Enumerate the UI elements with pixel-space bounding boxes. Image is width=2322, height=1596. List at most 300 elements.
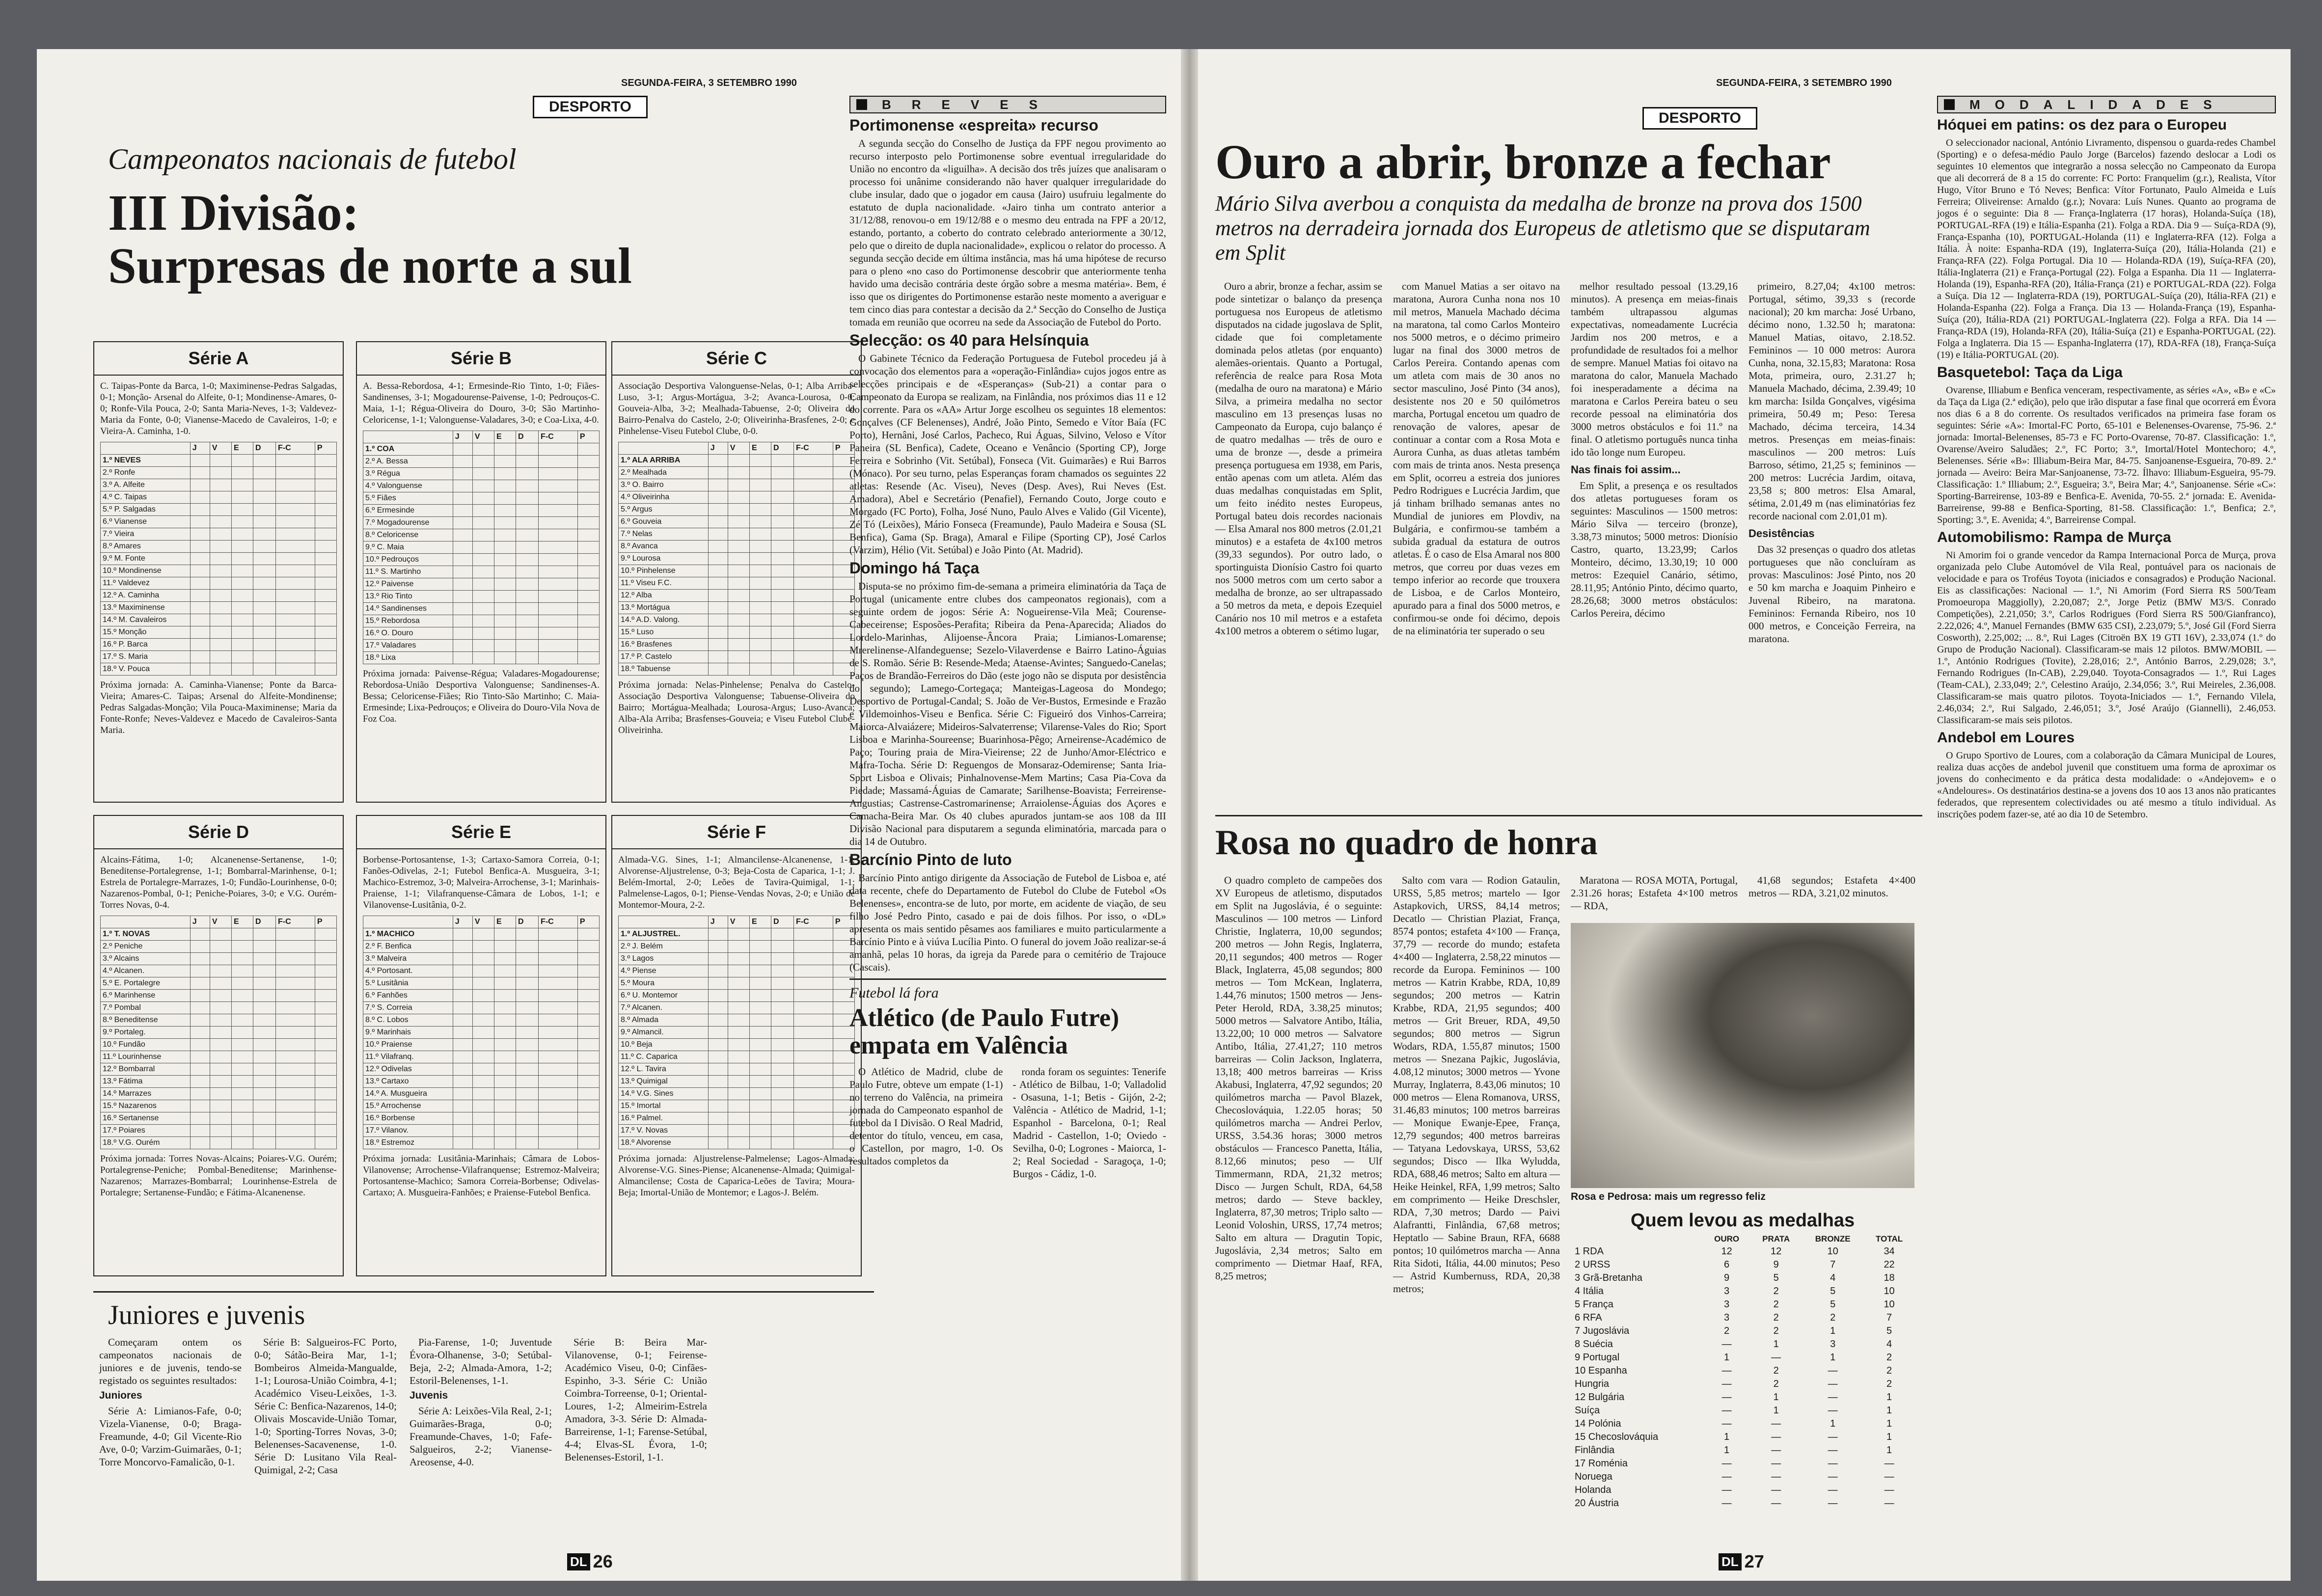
- medal-cell: —: [1828, 1432, 1838, 1442]
- medal-row: [1571, 1271, 1914, 1285]
- medal-cell: 2: [1724, 1325, 1730, 1336]
- medal-cell: 12 Bulgária: [1575, 1392, 1625, 1403]
- standings-row: [619, 977, 855, 990]
- team-name: 2.º A. Bessa: [363, 456, 453, 468]
- medal-header-row: [1571, 1233, 1914, 1245]
- team-name: 1.º NEVES: [101, 455, 191, 467]
- medal-cell: —: [1884, 1485, 1894, 1495]
- futebol-kicker: Futebol lá fora: [849, 985, 939, 1001]
- modalidade-title: Automobilismo: Rampa de Murça: [1937, 529, 2171, 545]
- series-box: [356, 341, 606, 803]
- rosa-col2: Salto com vara — Rodion Gataulin, URSS, 5,85 metros; martelo — Igor Astapkovich, URSS, 84,14 metros; Decatlo — Christian Plaziat, França, 8574 pontos; estafeta 4×100 — França, 37,79 — recorde do mundo; estafeta 4×400 — Inglaterra, 2.58,22 minutos — recorde da Europa. Femininos — 100 metros — Katrin Krabbe, RDA, 10,89 segundos; 200 metros — Katrin Krabbe, RDA, 21,95 segundos; 400 metros — Grit Breuer, RDA, 49,50 segundos; 800 metros — Sigrun Wodars, RDA, 1.55,87 minutos; 1500 metros — Snezana Pajkic, Jugoslávia, 4.08,12 minutos; 3000 metros — Yvone Murray, Inglaterra, 8.43,06 minutos; 10 000 metros — Elena Romanova, URSS, 31.46,83 minutos; 100 metros barreiras — Monique Ewanje-Epee, França, 12,79 segundos; 400 metros barreiras — Tatyana Ledovskaya, URSS, 53,62 segundos; Disco — Ilka Wyludda, RDA, 688,46 metros; Salto em altura — Heike Heinkel, RFA, 1,99 metros; Salto em comprimento — Heike Dreschsler, RDA, 7,30 metros; Dardo — Paivi Alafrantti, Finlândia, 67,68 metros; Heptatlo — Sabine Braun, RFA, 6688 pontos; 10 quilómetros marcha — Anna Rita Sidoti, Itália, 44.00 minutos; Peso — Astrid Kumbernuss, RDA, 20,38 metros;: [1393, 874, 1560, 1295]
- team-name: 10.º Pinhelense: [619, 565, 709, 577]
- dl-logo: DL: [567, 1553, 590, 1570]
- desist-text: Das 32 presenças o quadro dos atletas portugueses que não concluíram as provas: Masculinos: José Pinto, nos 20 e 50 km marcha e Joaquim Pinheiro e Juvenal Ribeiro, na maratona. Femininos: Fernanda Ribeiro, nos 10 000 metros, e Conceição Ferreira, na maratona.: [1748, 543, 1915, 645]
- juvenis-col4: Série B: Beira Mar-Vilanovense, 0-1; Feirense-Académico Viseu, 0-0; Cinfães-Espinho, 3-3. Série C: União Coimbra-Torreense, 0-1; Oriental-Loures, 1-2; Almeirim-Estrela Amadora, 3-3. Série D: Almada-Barreirense, 1-1; Farense-Setúbal, 4-4; Elvas-SL Évora, 1-0; Belenenses-Estoril, 1-1.: [565, 1336, 707, 1463]
- team-name: 3.º Alcains: [101, 953, 191, 965]
- standings-row: [619, 1063, 855, 1076]
- standings-row: [619, 553, 855, 565]
- team-name: 9.º Lourosa: [619, 553, 709, 565]
- series-results: C. Taipas-Ponte da Barca, 1-0; Maximinense-Pedras Salgadas, 0-1; Monção- Arsenal do Alfeite, 0-1; Mondinense-Amares, 0-0; Ronfe-Vila Pouca, 2-0; Santa Maria-Neves, 1-3; Valdevez-Maria da Fonte, 0-0; Vianense-Macedo de Cavaleiros, 1-0; e Vieira-A. Caminha, 1-0.: [100, 381, 337, 436]
- series-title: Série B: [357, 342, 605, 376]
- rosa-col4: 41,68 segundos; Estafeta 4×400 metros — RDA, 3.21,02 minutos.: [1748, 874, 1915, 899]
- standings-row: [619, 651, 855, 663]
- standings-row: [363, 953, 600, 965]
- standings-row: [619, 941, 855, 953]
- team-name: 14.º Marrazes: [101, 1088, 191, 1100]
- team-name: 4.º Oliveirinha: [619, 491, 709, 504]
- medal-cell: 7 Jugoslávia: [1575, 1325, 1630, 1336]
- medal-cell: —: [1828, 1405, 1838, 1416]
- next-round: Próxima jornada: Torres Novas-Alcains; Poiares-V.G. Ourém; Portalegrense-Peniche; Pombal-Beneditense; Marinhense-Nazarenos; Marrazes-Bombarral; Lourinhense-Estrela de Portalegre; Sertanense-Fundão; e Fátima-Alcanenense.: [100, 1154, 337, 1198]
- medal-cell: 1: [1830, 1418, 1836, 1429]
- standings-row: [363, 603, 600, 615]
- futebol-col1: O Atlético de Madrid, clube de Paulo Futre, obteve um empate (1-1) no terreno do Valência, na primeira jornada do Campeonato espanhol de futebol da I Divisão. O Real Madrid, detentor do título, venceu, em casa, o Castellon, por magro, 1-0. Os resultados completos da: [849, 1066, 1003, 1167]
- team-name: 4.º Piense: [619, 965, 709, 977]
- team-name: 10.º Beja: [619, 1039, 709, 1051]
- breve-text: O Gabinete Técnico da Federação Portuguesa de Futebol procedeu já à convocação dos elementos para a «operação-Finlândia» cujos jogos entre as selecções principais e de «Esperanças» (Sub-21) a contar para o Campeonato da Europa se realizam, na Finlândia, nos próximos dias 11 e 12 do corrente. Para os «AA» Artur Jorge escolheu os seguintes 18 elementos: Gonçalves (CF Belenenses), André, João Pinto, Semedo e Vítor Baía (FC Porto), Hernâni, José Carlos, Pacheco, Rui Águas, Silvino, Veloso e Vítor Paneira (SL Benfica), Cadete, Oceano e Venâncio (Sporting CP), Jorge Ferreira e Sobrinho (Vit. Setúbal), Fonseca (Vit. Guimarães) e Rui Barros (Mónaco). Por seu turno, pelas Esperanças foram chamados os seguintes 22 atletas: Resende (Ac. Viseu), Neves (Desp. Aves), Rui Neves (Est. Amadora), Abel e Secretário (Penafiel), Fernando Couto, Jorge couto e Morgado (FC Porto), Folha, José Nuno, Paulo Alves e Valido (Gil Vicente), Zé Tó (Leixões), Mário Fonseca (Freamunde), Paulo Madeira e Sousa (SL Benfica), Gama (Sp. Braga), Amaral e Filipe (Sporting CP), José Carlos (Varzim), Hélio (Vit. Setúbal) e João Pinto (At. Madrid).: [849, 352, 1166, 556]
- medal-cell: 1: [1773, 1405, 1779, 1416]
- team-name: 6.º Ermesinde: [363, 505, 453, 517]
- athletes-photo: [1571, 923, 1914, 1188]
- modalidade-text: O Grupo Sportivo de Loures, com a colaboração da Câmara Municipal de Loures, realiza duas acções de andebol juvenil que constituem uma forma de aproximar os jovens do conhecimento e da prática desta modalidade: o «Andejovem» e o «Andeloures». Os destinatários destina-se a jovens dos 10 aos 13 anos não praticantes federados, que representem colectividades ou até mesmo a título individual. As inscrições podem fazer-se, até ao dia 10 de Setembro.: [1937, 750, 2276, 820]
- team-name: 14.º M. Cavaleiros: [101, 614, 191, 626]
- medal-cell: 9: [1773, 1259, 1779, 1270]
- standings-row: [363, 1100, 600, 1112]
- standings-row: [619, 491, 855, 504]
- right-dateline: SEGUNDA-FEIRA, 3 SETEMBRO 1990: [1716, 78, 1892, 88]
- medal-header: PRATA: [1762, 1234, 1790, 1244]
- team-name: 18.º Tabuense: [619, 663, 709, 676]
- standings-row: [619, 467, 855, 479]
- standings-row: [363, 541, 600, 554]
- medal-cell: —: [1771, 1498, 1781, 1509]
- standings-row: [363, 505, 600, 517]
- series-title: Série D: [94, 816, 343, 849]
- medal-cell: 15 Checoslováquia: [1575, 1432, 1659, 1442]
- team-name: 8.º C. Lobos: [363, 1014, 453, 1027]
- team-name: 16.º P. Barca: [101, 639, 191, 651]
- team-name: 17.º Poiares: [101, 1125, 191, 1137]
- team-name: 15.º Luso: [619, 626, 709, 639]
- team-name: 5.º Moura: [619, 977, 709, 990]
- breve-title: Barcínio Pinto de luto: [849, 851, 1012, 868]
- right-folio: [1719, 1551, 1764, 1572]
- medal-cell: 17 Roménia: [1575, 1458, 1628, 1469]
- team-name: 3.º A. Alfeite: [101, 479, 191, 491]
- juniores-col1: Série A: Limianos-Fafe, 0-0; Vizela-Vianense, 0-0; Braga-Freamunde, 4-0; Gil Vicente-Rio Ave, 0-0; Varzim-Guimarães, 0-1; Torre Moncorvo-Famalicão, 0-1.: [99, 1405, 242, 1468]
- medal-cell: 7: [1886, 1312, 1892, 1323]
- team-name: 9.º Portaleg.: [101, 1027, 191, 1039]
- finais-text: Em Split, a presença e os resultados dos atletas portugueses foram os seguintes: Masculinos — 1500 metros: Mário Silva — terceiro (bronze), 3.38,73 minutos; 5000 metros: Dionísio Castro, quarto, 13.23,99; Carlos Monteiro, décimo, 13.30,19; 10 000 metros: Ezequiel Canário, sétimo, 28.11,95; António Pinto, décimo quarto, 28.26,68; 3000 metros obstáculos: Carlos Pereira, décimo: [1571, 480, 1738, 619]
- medal-cell: Finlândia: [1575, 1445, 1615, 1456]
- medal-cell: —: [1828, 1365, 1838, 1376]
- standings-row: [101, 990, 337, 1002]
- medal-cell: 1: [1886, 1445, 1892, 1456]
- futebol-title: Atlético (de Paulo Futre) empata em Valência: [849, 1004, 1120, 1059]
- team-name: 1.º MACHICO: [363, 928, 453, 941]
- dl-logo-right: DL: [1719, 1553, 1742, 1570]
- standings-row: [101, 1112, 337, 1125]
- team-name: 10.º Praiense: [363, 1039, 453, 1051]
- medal-cell: 3: [1724, 1299, 1730, 1310]
- standings-row: [363, 492, 600, 505]
- team-name: 14.º Sandinenses: [363, 603, 453, 615]
- team-name: 4.º Valonguense: [363, 480, 453, 492]
- medal-cell: 5: [1830, 1299, 1836, 1310]
- medal-cell: —: [1884, 1498, 1894, 1509]
- medal-cell: 1: [1886, 1432, 1892, 1442]
- standings-row: [101, 626, 337, 639]
- team-name: 7.º Nelas: [619, 528, 709, 541]
- juniores-section: [93, 1291, 874, 1568]
- medal-cell: Noruega: [1575, 1471, 1612, 1482]
- medal-cell: 2: [1886, 1379, 1892, 1389]
- medal-cell: —: [1828, 1498, 1838, 1509]
- medal-row: [1571, 1404, 1914, 1417]
- standings-row: [101, 639, 337, 651]
- medal-cell: 18: [1884, 1272, 1895, 1283]
- medal-cell: 20 Áustria: [1575, 1498, 1619, 1509]
- medal-cell: 1: [1724, 1445, 1730, 1456]
- standings-row: [101, 1002, 337, 1014]
- team-name: 3.º Lagos: [619, 953, 709, 965]
- standings-row: [619, 504, 855, 516]
- medal-title: Quem levou as medalhas: [1630, 1210, 1855, 1231]
- medal-cell: 12: [1771, 1246, 1782, 1257]
- standings-row: [101, 953, 337, 965]
- juniores-title: Juniores e juvenis: [108, 1300, 305, 1330]
- team-name: 12.º Odivelas: [363, 1063, 453, 1076]
- standings-row: [619, 1088, 855, 1100]
- team-name: 7.º Pombal: [101, 1002, 191, 1014]
- standings-row: [363, 1014, 600, 1027]
- standings-row: [619, 479, 855, 491]
- standings-row: [363, 627, 600, 640]
- modalidades-column: [1937, 96, 2276, 823]
- medal-cell: —: [1828, 1392, 1838, 1403]
- standings-row: [363, 928, 600, 941]
- standings-row: [619, 1125, 855, 1137]
- medal-cell: 2: [1886, 1352, 1892, 1363]
- standings-row: [101, 590, 337, 602]
- ouro-headline: Ouro a abrir, bronze a fechar: [1215, 135, 1831, 189]
- medal-row: [1571, 1417, 1914, 1431]
- series-results: Alcains-Fátima, 1-0; Alcanenense-Sertanense, 1-0; Beneditense-Portalegrense, 1-1; Bombarral-Marinhense, 0-1; Estrela de Portalegre-Marrazes, 1-0; Fundão-Lourinhense, 0-0; Nazarenos-Pombal, 0-1; Peniche-Poiares, 3-0; e V.G. Ourém-Torres Novas, 0-4.: [100, 855, 337, 910]
- medal-cell: 9 Portugal: [1575, 1352, 1620, 1363]
- medal-row: [1571, 1484, 1914, 1497]
- medal-cell: 6: [1724, 1259, 1730, 1270]
- medal-cell: 2: [1830, 1312, 1836, 1323]
- right-page: [1198, 49, 2291, 1581]
- medal-header: OURO: [1714, 1234, 1740, 1244]
- team-name: 12.º Bombarral: [101, 1063, 191, 1076]
- team-name: 14.º V.G. Sines: [619, 1088, 709, 1100]
- medal-cell: —: [1721, 1498, 1732, 1509]
- rosa-col3: Maratona — ROSA MOTA, Portugal, 2.31.26 horas; Estafeta 4×100 metros — RDA,: [1571, 874, 1738, 912]
- team-name: 2.º F. Benfica: [363, 941, 453, 953]
- juniores-col2: Série B: Salgueiros-FC Porto, 0-0; Sátão-Beira Mar, 1-1; Bombeiros Almeida-Mangualde, 1-1; Lourosa-União Coimbra, 4-1; Académico Viseu-Leixões, 1-3. Série C: Benfica-Nazarenos, 14-0; Olivais Moscavide-União Tomar, 1-0; Sporting-Torres Novas, 3-0; Belenenses-Sacavenense, 1-0. Série D: Lusitano Vila Real-Quimigal, 2-2; Casa: [254, 1336, 397, 1476]
- standings-row: [101, 504, 337, 516]
- ouro-col3: melhor resultado pessoal (13.29,16 minutos). A presença em meias-finais também ultrapassou algumas expectativas, nomeadamente Lucrécia Jardim nos 200 metros, e a profundidade de resultados foi a melhor de sempre. Manuel Matias foi oitavo na maratona do calor, Manuela Machado foi inesperadamente a décima na maratona e Carlos Pereira bateu o seu recorde pessoal na eliminatória dos 3000 metros obstáculos e foi 11.º na final. O atletismo português nunca tinha ido tão longe num Europeu.: [1571, 280, 1738, 458]
- standings-row: [619, 1137, 855, 1149]
- standings-row: [101, 565, 337, 577]
- medal-cell: 22: [1884, 1259, 1895, 1270]
- team-name: 10.º Mondinense: [101, 565, 191, 577]
- standings-row: [363, 517, 600, 529]
- medal-cell: 10: [1884, 1299, 1895, 1310]
- standings-row: [101, 651, 337, 663]
- ouro-col1: Ouro a abrir, bronze a fechar, assim se pode sintetizar o balanço da presença portuguesa nos Europeus de atletismo disputados na cidade jugoslava de Split, cidade que foi completamente dominada pelos atletas (por enquanto) alemães-orientais. Quanto a Portugal, referência de realce para Rosa Mota (medalha de ouro na maratona) e Mário Silva, a primeira medalha no sector masculino em 13 presenças lusas no Campeonato da Europa, cujo balanço é de quatro medalhas — três de ouro e uma de bronze —, desde a primeira presença portuguesa em 1938, em Paris, então apenas com um atleta. Além das duas medalhas conquistadas em Split, um feito inédito nestes Europeus, Portugal bateu dois recordes nacionais — Elsa Amaral nos 800 metros (2.01,21 minutos) e a estafeta de 4x100 metros (39,33 segundos). Por outro lado, o sportinguista Dionísio Castro foi quarto nos 5000 metros com um certo sabor a medalha de bronze, ao ser ultrapassado a 50 metros da meta, e depois Ezequiel Canário nos 10 mil metros e a estafeta 4x100 metros a obterem o sétimo lugar,: [1215, 280, 1382, 637]
- team-name: 16.º Sertanense: [101, 1112, 191, 1125]
- modalidades-bar: MODALIDADES: [1937, 96, 2276, 113]
- medal-cell: 3: [1830, 1339, 1836, 1350]
- juvenis-label: Juvenis: [410, 1390, 448, 1401]
- team-name: 5.º Lusitânia: [363, 977, 453, 990]
- team-name: 8.º Almada: [619, 1014, 709, 1027]
- standings-row: [101, 614, 337, 626]
- standings-row: [101, 1051, 337, 1063]
- medal-cell: 2: [1773, 1312, 1779, 1323]
- page-number-right: 27: [1744, 1551, 1764, 1571]
- standings-row: [101, 663, 337, 676]
- standings-row: [619, 1027, 855, 1039]
- team-name: 9.º Almancil.: [619, 1027, 709, 1039]
- desporto-kicker-right: DESPORTO: [1642, 107, 1757, 130]
- standings-row: [619, 1112, 855, 1125]
- standings-table: J V E D F-C P 1.º NEVES 2.º Ronfe 3.º A. Alfeite 4.º C. Taipas 5.º P. Salgadas 6.º Vianense 7.º Vieira 8.º Amares 9.º M. Fonte 10.º Mondinense 11.º Valdevez 12.º A. Caminha 13.º Maximinense 14.º M. Cavaleiros 15.º Monção 16.º P. Barca 17.º S. Maria 18.º V. Pouca: [100, 442, 337, 676]
- medal-cell: 2: [1773, 1286, 1779, 1297]
- medal-cell: 8 Suécia: [1575, 1339, 1613, 1350]
- standings-row: [619, 1002, 855, 1014]
- standings-row: [363, 456, 600, 468]
- team-name: 5.º E. Portalegre: [101, 977, 191, 990]
- breve-text: A segunda secção do Conselho de Justiça da FPF negou provimento ao recurso interposto pelo Portimonense sobre eventual irregularidade do União no encontro da «liguilha». A decisão dos três juízes que analisaram o processo foi unânime considerando não haver qualquer irregularidade do clube insular, dado que o jogador em causa (Jairo) usufruiu legalmente do estatuto de dupla nacionalidade. «Jairo tinha um contrato anterior a 31/12/88, renovou-o em 19/12/88 e o mesmo deu entrada na FPF a 20/12, estando, portanto, a coberto do contrato celebrado anteriormente a 30/12, pelo que o direito de dupla nacionalidade», explicou o relator do processo. A segunda secção decide em última instância, mas há uma hipótese de recurso para o pleno «no caso do Portimonense descobrir que anteriormente tenha havido uma decisão contrária deste órgão sobre a mesma matéria». Bem, é isso que os dirigentes do Portimonense estarão neste momento a averiguar e tem cinco dias para contestar a decisão da 2.ª Secção do Conselho de Justiça tomada em reunião que ocorreu na sede da Associação de Futebol do Porto.: [849, 137, 1166, 328]
- breves-items: [849, 116, 1166, 974]
- medal-cell: Suíça: [1575, 1405, 1600, 1416]
- medal-cell: 1: [1724, 1432, 1730, 1442]
- medal-cell: —: [1721, 1379, 1732, 1389]
- standings-row: [619, 455, 855, 467]
- team-name: 13.º Fátima: [101, 1076, 191, 1088]
- medal-cell: 12: [1721, 1246, 1732, 1257]
- medal-cell: 1 RDA: [1575, 1246, 1604, 1257]
- medal-row: [1571, 1444, 1914, 1457]
- standings-row: [363, 1112, 600, 1125]
- series-title: Série A: [94, 342, 343, 376]
- team-name: 15.º Arrochense: [363, 1100, 453, 1112]
- headline-line2: Surpresas de norte a sul: [108, 238, 632, 294]
- standings-row: [363, 566, 600, 578]
- medal-cell: —: [1828, 1379, 1838, 1389]
- rosa-col1-wrap: [1215, 874, 1382, 1285]
- medal-cell: —: [1828, 1445, 1838, 1456]
- medal-cell: —: [1721, 1365, 1732, 1376]
- team-name: 7.º Mogadourense: [363, 517, 453, 529]
- team-name: 6.º Marinhense: [101, 990, 191, 1002]
- standings-row: [619, 614, 855, 626]
- medal-cell: 10: [1884, 1286, 1895, 1297]
- team-name: 6.º Gouveia: [619, 516, 709, 528]
- medal-row: [1571, 1245, 1914, 1258]
- medal-cell: —: [1771, 1458, 1781, 1469]
- medal-cell: 4 Itália: [1575, 1286, 1604, 1297]
- medal-cell: 6 RFA: [1575, 1312, 1602, 1323]
- standings-row: [619, 602, 855, 614]
- team-name: 12.º A. Caminha: [101, 590, 191, 602]
- medal-cell: —: [1721, 1405, 1732, 1416]
- team-name: 17.º V. Novas: [619, 1125, 709, 1137]
- standings-row: [363, 480, 600, 492]
- standings-row: [363, 990, 600, 1002]
- futebol-col2: ronda foram os seguintes: Tenerife - Atlético de Bilbau, 1-0; Valladolid - Osasuna, 1-1; Betis - Gijón, 2-2; Valência - Atlético de Madrid, 1-1; Espanhol - Barcelona, 0-1; Real Madrid - Castellon, 1-0; Oviedo - Sevilha, 0-0; Logrones - Maiorca, 1-2; Real Sociedad - Saragoça, 1-0; Burgos - Cádiz, 1-0.: [1012, 1066, 1166, 1180]
- team-name: 7.º Vieira: [101, 528, 191, 541]
- standings-row: [363, 1076, 600, 1088]
- standings-row: [619, 1014, 855, 1027]
- team-name: 5.º Argus: [619, 504, 709, 516]
- ouro-columns: [1215, 280, 1922, 648]
- team-name: 12.º Paivense: [363, 578, 453, 591]
- standings-row: [363, 443, 600, 456]
- medal-cell: Hungria: [1575, 1379, 1610, 1389]
- rosa-headline: Rosa no quadro de honra: [1215, 823, 1598, 862]
- series-title: Série E: [357, 816, 605, 849]
- team-name: 2.º Peniche: [101, 941, 191, 953]
- series-title: Série C: [612, 342, 861, 376]
- ouro-col4: primeiro, 8.27,04; 4x100 metros: Portugal, sétimo, 39,33 s (recorde nacional); 20 km marcha: José Urbano, décimo nono, 1.32.50 h; maratona: Manuel Matias, oitavo, 2.18.52. Femininos — 10 000 metros: Aurora Cunha, nona, 32.15,83; Maratona: Rosa Mota, primeira, ouro, 2.31.27 h; Manuela Machado, décima, 2.39.49; 10 km marcha: Isilda Gonçalves, vigésima primeira, 50.49 m; Peso: Teresa Machado, décima terceira, 14.34 metros. Presenças em meias-finais: masculinos — 200 metros: Luís Barroso, sétimo, 21,25 s; femininos — 200 metros: Lucrécia Jardim, oitava, 23,58 s; 800 metros: Elsa Amaral, sétima, 2.01,49 m (nas eliminatórias fez recorde nacional com 2.01,01 m).: [1748, 280, 1915, 522]
- standings-row: [101, 1027, 337, 1039]
- breves-column: [849, 96, 1166, 1183]
- standings-row: [363, 529, 600, 541]
- medal-cell: —: [1884, 1458, 1894, 1469]
- team-name: 2.º Ronfe: [101, 467, 191, 479]
- modalidade-title: Andebol em Loures: [1937, 730, 2075, 746]
- next-round: Próxima jornada: Paivense-Régua; Valadares-Mogadourense; Rebordosa-União Desportiva Valonguense; Sandinenses-A. Bessa; Celoricense-Fiães; Rio Tinto-São Martinho; C. Maia-Ermesinde; Lixa-Pedrouços; e Oliveira do Douro-Vila Nova de Foz Coa.: [363, 669, 600, 724]
- team-name: 11.º Vilafranq.: [363, 1051, 453, 1063]
- next-round: Próxima jornada: Lusitânia-Marinhais; Câmara de Lobos-Vilanovense; Arrochense-Vilafranquense; Estremoz-Malveira; Portosantense-Machico; Samora Correia-Borbense; Odivelas-Cartaxo; A. Musgueira-Fanhões; e Praiense-Futebol Benfica.: [363, 1154, 600, 1198]
- medal-cell: —: [1721, 1485, 1732, 1495]
- team-name: 3.º Malveira: [363, 953, 453, 965]
- standings-row: [101, 1014, 337, 1027]
- team-name: 6.º Vianense: [101, 516, 191, 528]
- medal-cell: 4: [1886, 1339, 1892, 1350]
- medal-cell: 2: [1773, 1325, 1779, 1336]
- team-name: 3.º O. Bairro: [619, 479, 709, 491]
- medal-cell: —: [1721, 1471, 1732, 1482]
- medal-cell: —: [1721, 1458, 1732, 1469]
- page-gutter: [1181, 49, 1198, 1581]
- rosa-col3-wrap: [1571, 874, 1738, 915]
- standings-row: [101, 479, 337, 491]
- team-name: 4.º Portosant.: [363, 965, 453, 977]
- standings-row: [619, 639, 855, 651]
- standings-row: [101, 467, 337, 479]
- ouro-col2: com Manuel Matias a ser oitavo na maratona, Aurora Cunha nona nos 10 mil metros, Manuela Machado décima na maratona, tal como Carlos Monteiro nos 5000 metros, e o décimo primeiro lugar na final dos 3000 metros de Carlos Pereira. Contando apenas com um atleta com mais de 30 anos no sector masculino, José Pinto (34 anos), desistente nos 20 e 50 quilómetros marcha, Portugal encetou um quadro de renovação de valores, apesar de continuar a contar com a Rosa Mota e Aurora Cunha, as duas atletas também com mais de trinta anos. Nesta presença em Split, ocorreu a estreia dos juniores Pedro Rodrigues e Lucrécia Jardim, que já tinham brilhado semanas antes no Mundial de juniores em Plovdiv, na Bulgária, e confirmou-se também a subida gradual da estatura de outros atletas. É o caso de Elsa Amaral nos 800 metros, que correu por duas vezes em tempo inferior ao recorde que trouxera de Lisboa, e de Carlos Monteiro, apurado para a final dos 5000 metros, e confirmou-se onde foi décimo, depois de na eliminatória ter superado o seu: [1393, 280, 1560, 637]
- series-box: [356, 815, 606, 1276]
- rosa-rule: [1215, 815, 1922, 816]
- medal-row: [1571, 1457, 1914, 1470]
- team-name: 1.º COA: [363, 443, 453, 456]
- team-name: 8.º Celoricense: [363, 529, 453, 541]
- series-results: Almada-V.G. Sines, 1-1; Almancilense-Alcanenense, 1-1; Alvorense-Aljustrelense, 0-3; Beja-Costa de Caparica, 1-1; J. Belém-Imortal, 2-0; Leões de Tavira-Quimigal, 1-1; Palmelense-Lagos, 0-1; Piense-Vendas Novas, 2-0; e União de Montemor-Moura, 2-2.: [618, 855, 855, 910]
- standings-row: [101, 928, 337, 941]
- rosa-col2-wrap: [1393, 874, 1560, 1298]
- team-name: 11.º S. Martinho: [363, 566, 453, 578]
- team-name: 1.º ALA ARRIBA: [619, 455, 709, 467]
- standings-row: [101, 1137, 337, 1149]
- page-number: 26: [593, 1551, 613, 1571]
- standings-row: [101, 1063, 337, 1076]
- team-name: 11.º Lourinhense: [101, 1051, 191, 1063]
- team-name: 14.º A. Musgueira: [363, 1088, 453, 1100]
- standings-row: [363, 1039, 600, 1051]
- medal-cell: 2: [1773, 1299, 1779, 1310]
- medal-cell: 1: [1886, 1418, 1892, 1429]
- team-name: 15.º Rebordosa: [363, 615, 453, 627]
- team-name: 15.º Nazarenos: [101, 1100, 191, 1112]
- rosa-col4-wrap: [1748, 874, 1915, 902]
- standings-row: [101, 541, 337, 553]
- team-name: 16.º Borbense: [363, 1112, 453, 1125]
- team-name: 12.º Alba: [619, 590, 709, 602]
- medal-cell: —: [1721, 1339, 1732, 1350]
- team-name: 8.º Beneditense: [101, 1014, 191, 1027]
- standings-row: [101, 455, 337, 467]
- standings-row: [619, 541, 855, 553]
- team-name: 16.º O. Douro: [363, 627, 453, 640]
- team-name: 1.º ALJUSTREL.: [619, 928, 709, 941]
- standings-row: [363, 1002, 600, 1014]
- standings-row: [363, 941, 600, 953]
- juvenis-col3b: Série A: Leixões-Vila Real, 2-1; Guimarães-Braga, 0-0; Freamunde-Chaves, 1-0; Fafe-Salgueiros, 2-2; Vianense-Areosense, 4-0.: [410, 1405, 552, 1468]
- medal-row: [1571, 1351, 1914, 1364]
- team-name: 13.º Rio Tinto: [363, 591, 453, 603]
- medal-cell: 10 Espanha: [1575, 1365, 1627, 1376]
- rosa-col1: O quadro completo de campeões dos XV Europeus de atletismo, disputados em Split na Jugoslávia, é o seguinte: Masculinos — 100 metros — Linford Christie, Inglaterra, 10,00 segundos; 200 metros — John Regis, Inglaterra, 20,11 segundos; 400 metros — Roger Black, Inglaterra, 45,08 segundos; 800 metros — Tom McKean, Inglaterra, 1.44,76 minutos; 1500 metros — Jens-Peter Herold, RDA, 3.38,25 minutos; 5000 metros — Salvatore Antibo, Itália, 13.22,00; 10 000 metros — Salvatore Antibo, Itália, 27.41,27; 110 metros barreiras — Colin Jackson, Inglaterra, 13,18; 400 metros barreiras — Kriss Akabusi, Inglaterra, 47,92 segundos; 20 quilómetros marcha — Pavol Blazek, Checoslováquia, 1.22.05 horas; 50 quilómetros marcha — Andrei Perlov, URSS, 3.54.36 horas; 3000 metros obstáculos — Francesco Panetta, Itália, 8.12,66 minutos; peso — Ulf Timmermann, RDA, 21,32 metros; Disco — Jurgen Schult, RDA, 64,58 metros; dardo — Steve backley, Inglaterra, 87,30 metros; Triplo salto — Leonid Voloshin, URSS, 17,74 metros; Salto em altura — Dragutin Topic, Jugoslávia, 2,34 metros; Salto em comprimento — Dietmar Haaf, RFA, 8,25 metros;: [1215, 874, 1382, 1282]
- team-name: 15.º Monção: [101, 626, 191, 639]
- standings-row: [101, 1100, 337, 1112]
- medal-cell: 2 URSS: [1575, 1259, 1611, 1270]
- team-name: 6.º U. Montemor: [619, 990, 709, 1002]
- standings-row: [619, 965, 855, 977]
- standings-row: [363, 1125, 600, 1137]
- team-name: 11.º Viseu F.C.: [619, 577, 709, 590]
- medal-cell: 10: [1827, 1246, 1838, 1257]
- standings-row: [363, 977, 600, 990]
- standings-row: [619, 1039, 855, 1051]
- medal-table: [1571, 1233, 1914, 1510]
- next-round: Próxima jornada: Nelas-Pinhelense; Penalva do Castelo-Associação Desportiva Valonguense; Tabuense-Oliveira do Bairro; Mortágua-Mealhada; Lourosa-Argus; Luso-Avanca; Alba-Ala Arriba; Brasfenses-Gouveia; e Viseu Futebol Clube-Oliveirinha.: [618, 680, 855, 735]
- standings-row: [363, 652, 600, 664]
- standings-row: [363, 1027, 600, 1039]
- standings-table: J V E D F-C P 1.º T. NOVAS 2.º Peniche 3.º Alcains 4.º Alcanen. 5.º E. Portalegre 6.º Marinhense 7.º Pombal 8.º Beneditense 9.º Portaleg. 10.º Fundão 11.º Lourinhense 12.º Bombarral 13.º Fátima 14.º Marrazes 15.º Nazarenos 16.º Sertanense 17.º Poiares 18.º V.G. Ourém: [100, 916, 337, 1149]
- team-name: 8.º Avanca: [619, 541, 709, 553]
- breve-title: Portimonense «espreita» recurso: [849, 116, 1098, 134]
- standings-row: [363, 1063, 600, 1076]
- team-name: 16.º Palmel.: [619, 1112, 709, 1125]
- juniores-col3: Pia-Farense, 1-0; Juventude Évora-Olhanense, 3-0; Setúbal-Beja, 2-2; Almada-Amora, 1-2; Estoril-Belenenses, 1-1.: [410, 1336, 552, 1386]
- series-results: Borbense-Portosantense, 1-3; Cartaxo-Samora Correia, 0-1; Fanões-Odivelas, 2-1; Futebol Benfica-A. Musgueira, 3-1; Machico-Estremoz, 3-0; Malveira-Arrochense, 3-1; Marinhais-Praiense, 1-1; Vilafranquense-Câmara de Lobos, 1-1; e Vilanovense-Lusitânia, 0-2.: [363, 855, 600, 910]
- team-name: 17.º P. Castelo: [619, 651, 709, 663]
- standings-row: [363, 1137, 600, 1149]
- team-name: 8.º Amares: [101, 541, 191, 553]
- medal-row: [1571, 1364, 1914, 1378]
- medal-row: [1571, 1470, 1914, 1484]
- next-round: Próxima jornada: A. Caminha-Vianense; Ponte da Barca-Vieira; Amares-C. Taipas; Arsenal do Alfeite-Mondinense; Pedras Salgadas-Monção; Vila Pouca-Maximinense; Maria da Fonte-Ronfe; Neves-Valdevez e Macedo de Cavaleiros-Santa Maria.: [100, 680, 337, 735]
- team-name: 17.º S. Maria: [101, 651, 191, 663]
- standings-row: [101, 602, 337, 614]
- standings-row: [619, 990, 855, 1002]
